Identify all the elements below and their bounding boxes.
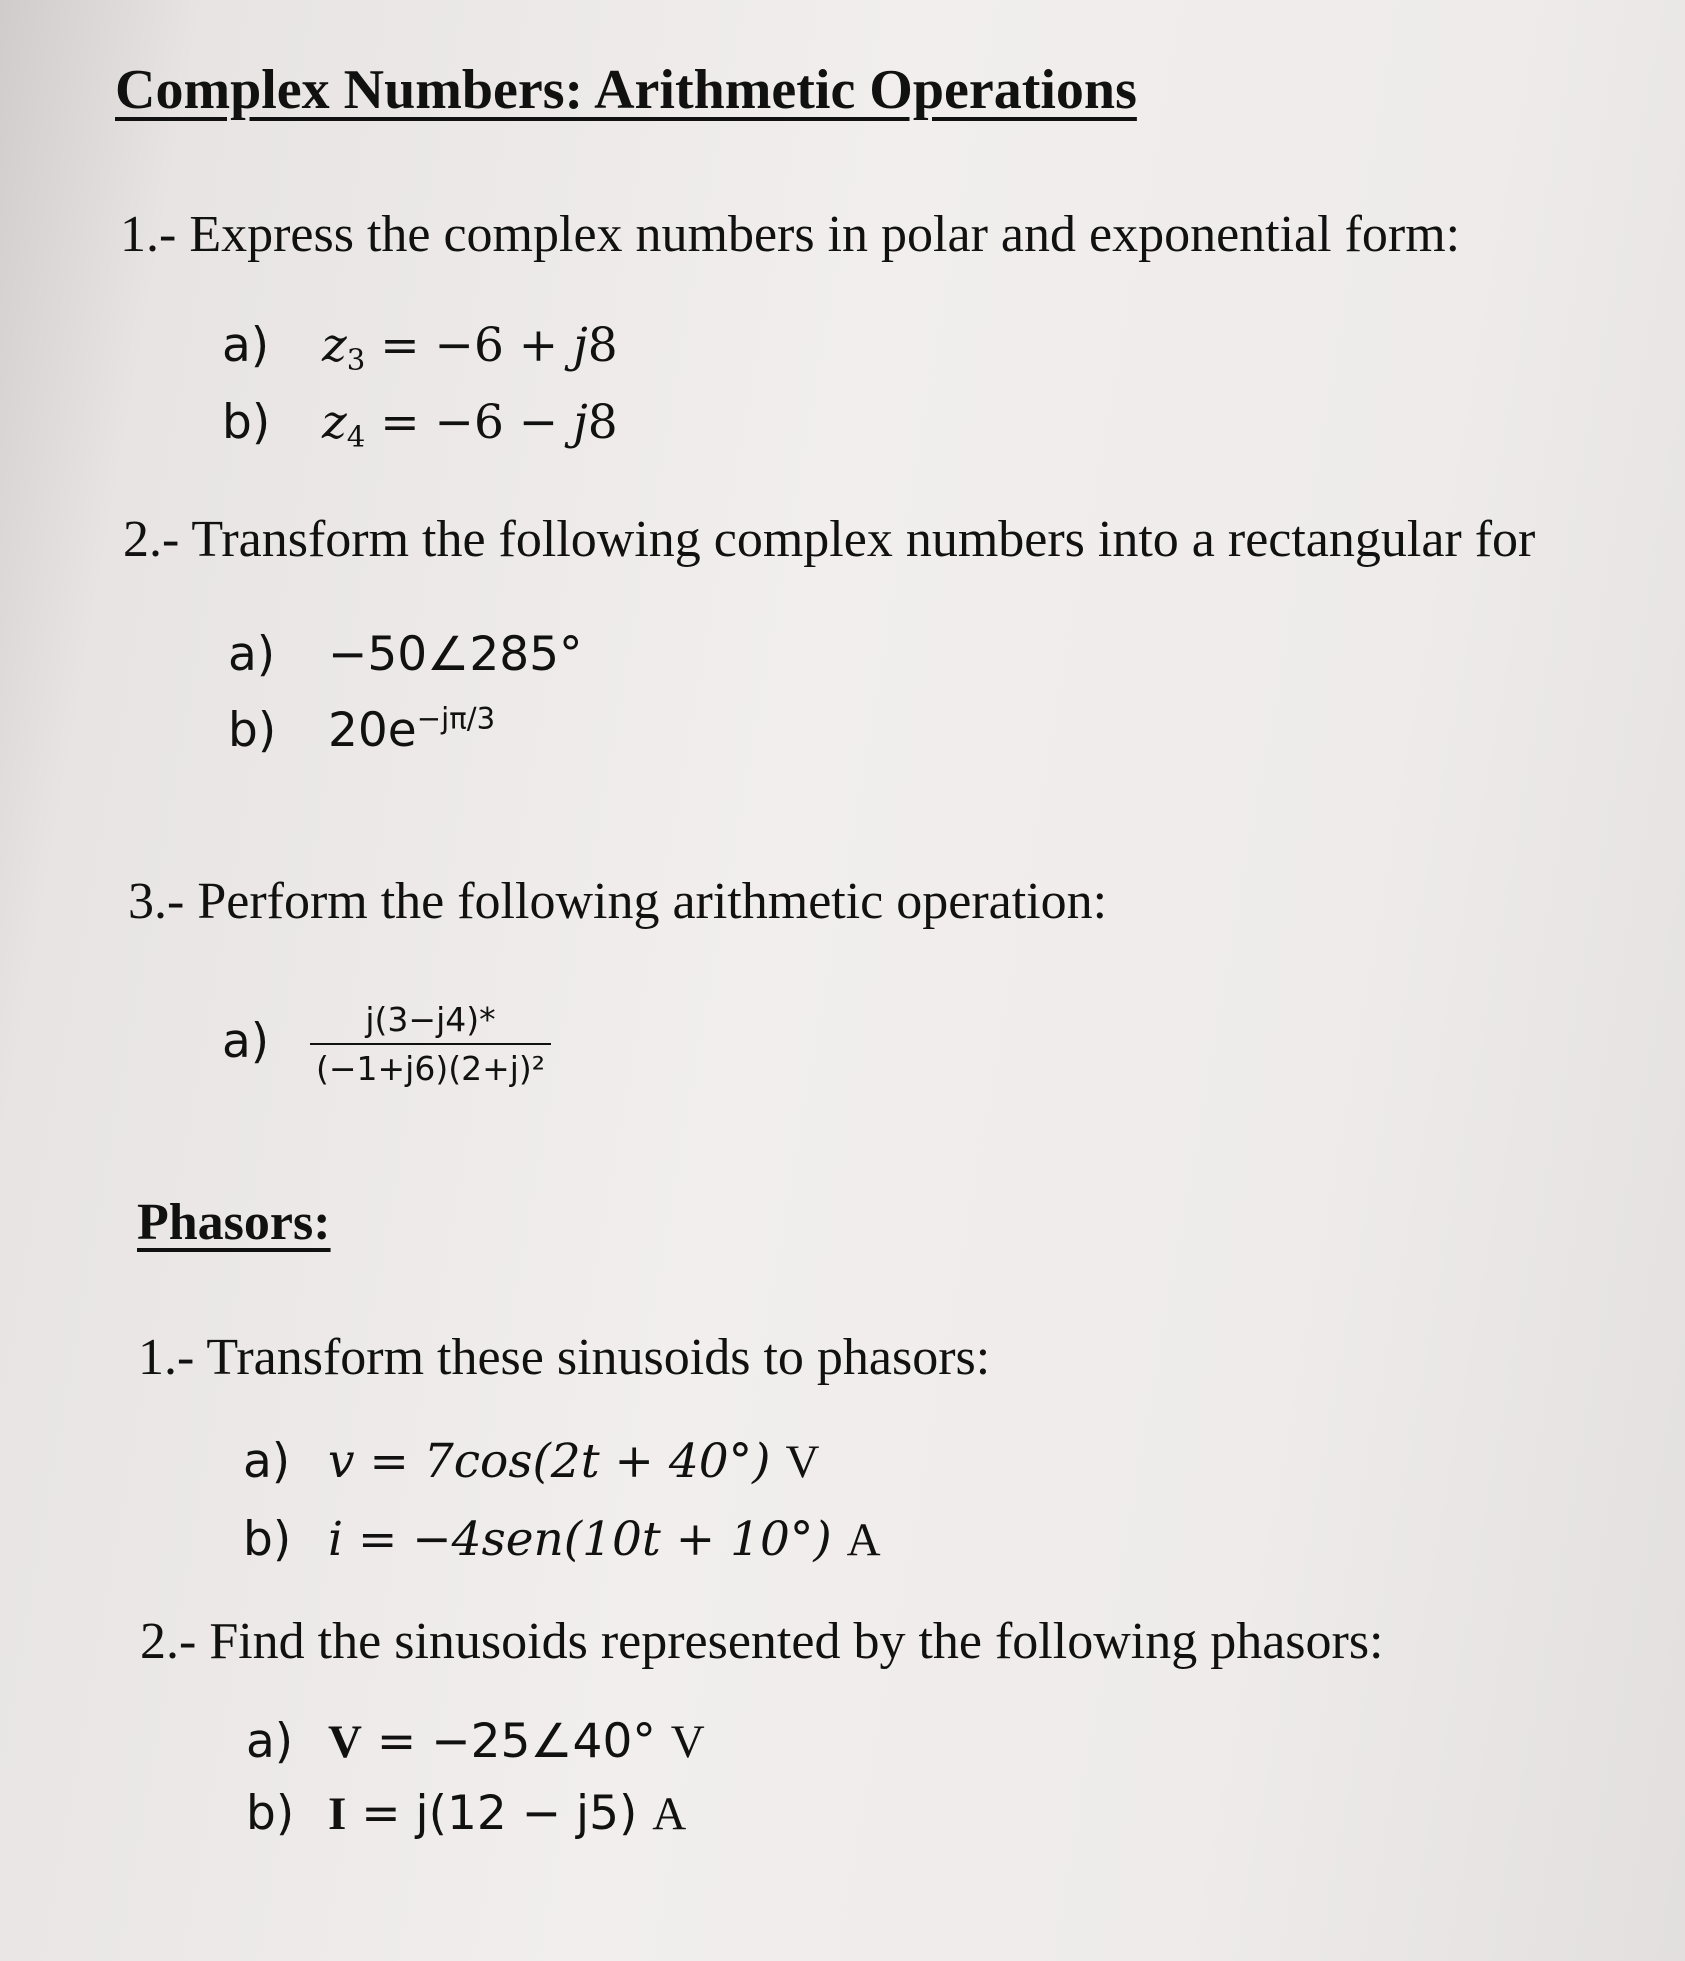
phasor-voltage: V = −25∠40° V	[328, 1714, 705, 1769]
sinusoid-voltage: v = 7cos(2t + 40°) V	[328, 1434, 820, 1489]
fraction	[310, 1000, 551, 1088]
fraction-denominator: (−1+j6)(2+j)²	[310, 1043, 551, 1088]
item-label: a)	[222, 1013, 270, 1069]
question-2a	[228, 627, 583, 682]
question-1-prompt: 1.- Express the complex numbers in polar and exponential form:	[120, 206, 1461, 263]
phasor-current: I = j(12 − j5) A	[328, 1786, 687, 1841]
equation-z4: $z_4 = -6 - j8$	[322, 395, 618, 454]
page-title: Complex Numbers: Arithmetic Operations	[115, 59, 1137, 121]
polar-expression: −50∠285°	[328, 627, 583, 682]
item-label: a)	[222, 318, 270, 373]
phasors-question-2a	[246, 1714, 705, 1769]
question-1b	[222, 395, 618, 454]
question-2b	[228, 702, 495, 758]
item-label: a)	[243, 1434, 291, 1489]
phasors-question-2-prompt: 2.- Find the sinusoids represented by the following phasors:	[140, 1613, 1384, 1670]
equation-z3: $z_3 = -6 + j8$	[322, 318, 618, 377]
phasors-question-1-prompt: 1.- Transform these sinusoids to phasors:	[138, 1329, 991, 1386]
item-label: b)	[222, 395, 271, 450]
question-3a	[222, 1000, 551, 1088]
item-label: b)	[243, 1512, 292, 1567]
question-2-prompt: 2.- Transform the following complex numbers into a rectangular for	[123, 511, 1536, 568]
sinusoid-current: i = −4sen(10t + 10°) A	[328, 1512, 881, 1567]
phasors-question-1b	[243, 1512, 881, 1567]
phasors-question-1a	[243, 1434, 819, 1489]
exponential-expression: $20e^{-j\pi/3}$	[328, 702, 496, 759]
question-1a	[222, 318, 618, 377]
fraction-numerator: j(3−j4)*	[365, 1000, 496, 1039]
item-label: b)	[246, 1786, 295, 1841]
question-3-prompt: 3.- Perform the following arithmetic operation:	[128, 873, 1108, 930]
item-label: a)	[246, 1714, 294, 1769]
item-label: a)	[228, 627, 276, 682]
item-label: b)	[228, 703, 277, 759]
phasors-heading: Phasors:	[137, 1194, 331, 1251]
phasors-question-2b	[246, 1786, 686, 1841]
